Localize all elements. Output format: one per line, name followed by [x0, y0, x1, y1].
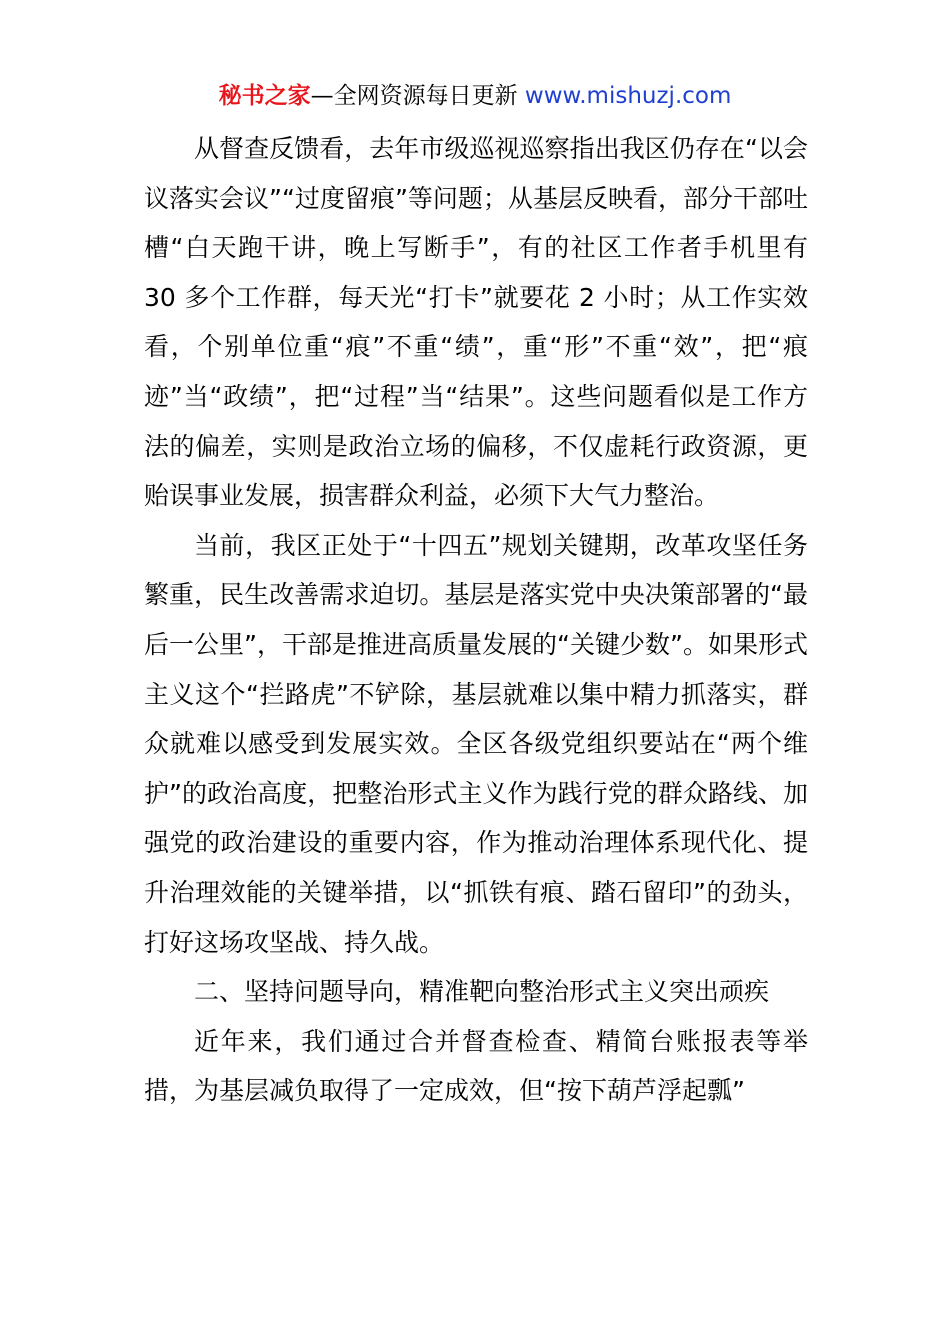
site-header	[0, 80, 950, 112]
site-url-link[interactable]: www.mishuzj.com	[524, 83, 732, 109]
section-heading: 二、坚持问题导向，精准靶向整治形式主义突出顽疾	[194, 977, 770, 1007]
paragraph-current-situation: 当前，我区正处于“十四五”规划关键期，改革攻坚任务繁重，民生改善需求迫切。基层是落实党中央决策部署的“最后一公里”，干部是推进高质量发展的“关键少数”。如果形式主义这个“拦路虎”不铲除，基层就难以集中精力抓落实，群众就难以感受到发展实效。全区各级党组织要站在“两个维护”的政治高度，把整治形式主义作为践行党的群众路线、加强党的政治建设的重要内容，作为推动治理体系现代化、提升治理效能的关键举措，以“抓铁有痕、踏石留印”的劲头，打好这场攻坚战、持久战。	[144, 530, 808, 957]
site-brand: 秘书之家	[218, 83, 311, 109]
paragraph-recent-years: 近年来，我们通过合并督查检查、精简台账报表等举措，为基层减负取得了一定成效，但“按下葫芦浮起瓢”	[144, 1026, 808, 1106]
paragraph-feedback: 从督查反馈看，去年市级巡视巡察指出我区仍存在“以会议落实会议”“过度留痕”等问题；从基层反映看，部分干部吐槽“白天跑干讲，晚上写断手”，有的社区工作者手机里有 30 多个工作群，每天光“打卡”就要花 2 小时；从工作实效看，个别单位重“痕”不重“绩”，重“形”不重“效”，把“痕迹”当“政绩”，把“过程”当“结果”。这些问题看似是工作方法的偏差，实则是政治立场的偏移，不仅虚耗行政资源，更贻误事业发展，损害群众利益，必须下大气力整治。	[144, 134, 808, 511]
document-body	[144, 124, 808, 1116]
site-tagline: —全网资源每日更新	[310, 83, 518, 109]
